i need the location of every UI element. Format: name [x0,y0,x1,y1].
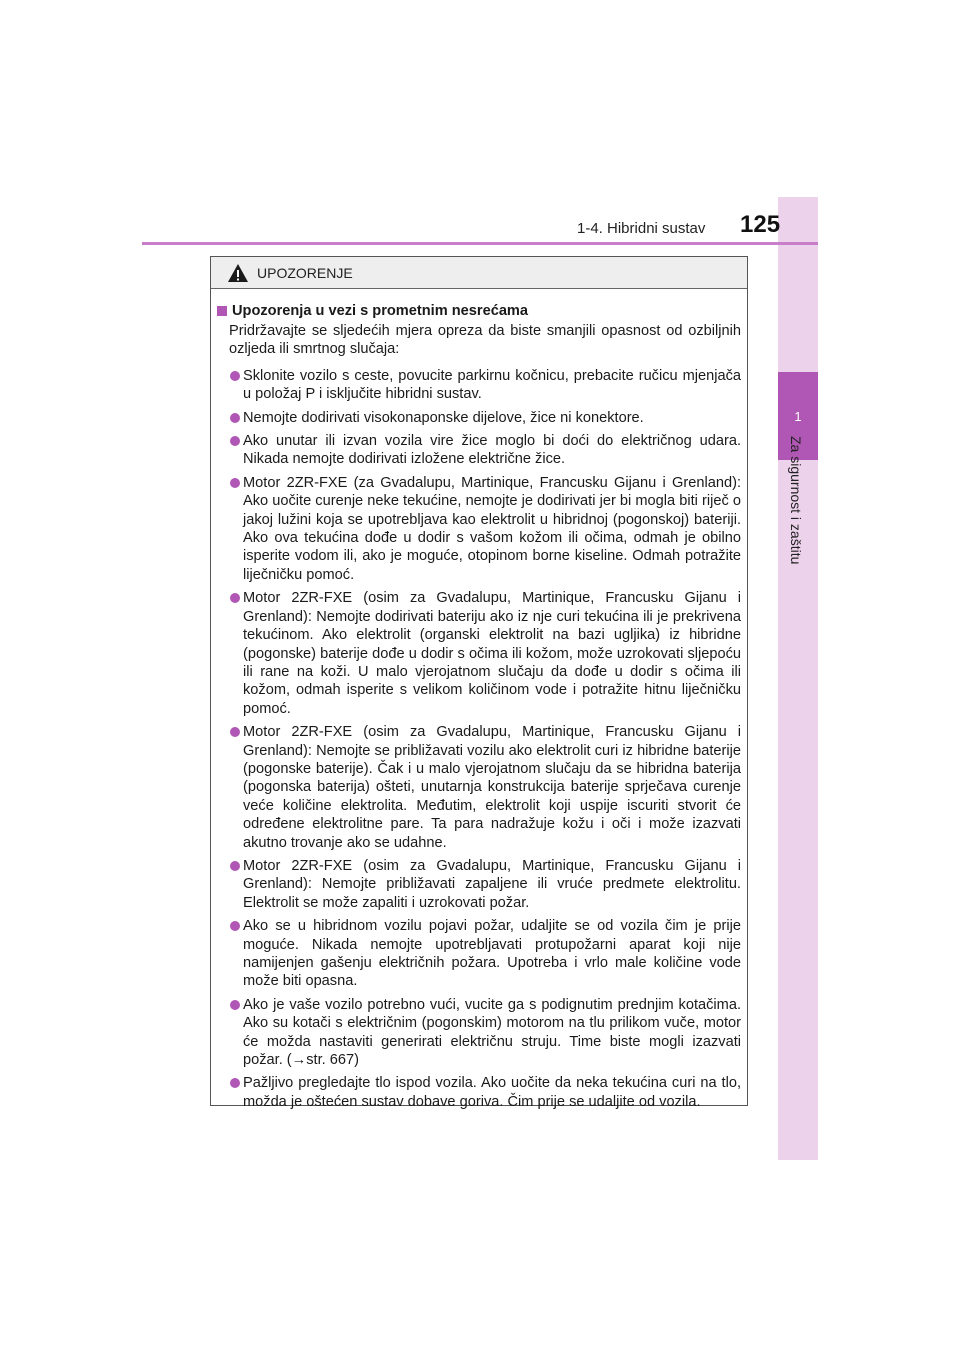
circle-bullet-icon [230,1000,240,1010]
list-item [217,857,741,912]
list-item-text: Motor 2ZR-FXE (osim za Gvadalupu, Martinique, Francusku Gijanu i Grenland): Nemojte dodirivati bateriju ako iz nje curi tekućina ili je prekrivena tekućinom. Ako elektrolit (organski elektrolit na bazi ugljika) iz hibridne (pogonske) baterije dođe u dodir s očima ili kožom, može uzrokovati sljepoću ili rane na koži. U malo vjerojatnom slučaju da dođe u dodir s očima ili kožom, odmah isperite s velikom količinom vode i potražite hitnu liječničku pomoć. [243,590,741,717]
list-item-text: Ako unutar ili izvan vozila vire žice moglo bi doći do električnog udara. Nikada nemojte dodirivati izložene električne žice. [243,433,741,468]
warning-list [217,367,741,1111]
circle-bullet-icon [230,593,240,603]
list-item-text: Pažljivo pregledajte tlo ispod vozila. Ako uočite da neka tekućina curi na tlo, možda je oštećen sustav dobave goriva. Čim prije se udaljite od vozila. [243,1075,741,1110]
circle-bullet-icon [230,478,240,488]
chapter-tab-upper [778,197,818,372]
list-item-text: Ako se u hibridnom vozilu pojavi požar, udaljite se od vozila čim je prije moguće. Nikada nemojte upotrebljavati protupožarni aparat koji nije namijenjen gašenju električnih požara. Upotreba i vrlo male količine vode može biti opasna. [243,918,741,990]
warning-triangle-icon [227,263,249,283]
list-item-text: Sklonite vozilo s ceste, povucite parkirnu kočnicu, prebacite ručicu mjenjača u položaj P i isključite hibridni sustav. [243,367,741,403]
circle-bullet-icon [230,413,240,423]
list-item-text: Motor 2ZR-FXE (osim za Gvadalupu, Martinique, Francusku Gijanu i Grenland): Nemojte približavati zapaljene ili vruće predmete elektrolitu. Elektrolit se može zapaliti i uzrokovati požar. [243,857,741,911]
list-item [217,723,741,852]
chapter-number: 1 [794,408,802,424]
square-bullet-icon [217,306,227,316]
header-rule [142,242,818,245]
list-item [217,996,741,1070]
warning-intro: Pridržavajte se sljedećih mjera opreza da biste smanjili opasnost od ozbiljnih ozljeda ili smrtnog slučaja: [229,323,741,358]
list-item [217,1074,741,1111]
warning-subheading-text: Upozorenja u vezi s prometnim nesrećama [232,303,529,319]
list-item [217,367,741,404]
circle-bullet-icon [230,861,240,871]
list-item-text: Motor 2ZR-FXE (za Gvadalupu, Martinique, Francusku Gijanu i Grenland): Ako uočite curenje neke tekućine, nemojte je dodirivati jer bi mogla biti riječ o jakoj lužini koja se upotrebljava kao elektrolit u hibridnoj (pogonskoj) bateriji. Ako ova tekućina dođe u dodir s vašom kožom ili očima, odmah je obilno isperite vodom ili, ako je moguće, otopinom borne kiseline. Odmah potražite liječničku pomoć. [243,474,741,583]
list-item [217,409,741,427]
warning-box [210,256,748,1110]
circle-bullet-icon [230,371,240,381]
list-item [217,589,741,718]
list-item-text: Motor 2ZR-FXE (osim za Gvadalupu, Martinique, Francusku Gijanu i Grenland): Nemojte se približavati vozilu ako elektrolit curi iz hibridne baterije (pogonske baterije). Čak i u malo vjerojatnom slučaju da se hibridna baterija (pogonska baterija) ošteti, unutarnja konstrukcija baterije sprječava curenje veće količine elektrolita. Međutim, elektrolit koji uspije iscuriti stvorit će određene elektrolitne pare. Ta para nadražuje kožu i oči i može izazvati akutno trovanje ako se udahne. [243,724,741,851]
list-item [217,432,741,469]
circle-bullet-icon [230,436,240,446]
list-item [217,474,741,584]
circle-bullet-icon [230,921,240,931]
circle-bullet-icon [230,727,240,737]
list-item [217,917,741,991]
list-item-text: Ako je vaše vozilo potrebno vući, vucite ga s podignutim prednjim kotačima. Ako su kotači s električnim (pogonskim) motorom na tlu prilikom vuče, motor će možda nastaviti generirati električnu struju. Time biste mogli izazvati požar. (→str. 667) [243,996,741,1069]
warning-label: UPOZORENJE [257,264,353,281]
chapter-tab-lower [778,460,818,1160]
section-title: 1-4. Hibridni sustav [577,220,706,237]
page-number: 125 [740,211,781,238]
list-item-text: Nemojte dodirivati visokonaponske dijelove, žice ni konektore. [243,409,644,426]
chapter-label: Za sigurnost i zaštitu [788,436,804,565]
warning-body [211,289,747,1111]
warning-subheading [217,302,741,320]
circle-bullet-icon [230,1078,240,1088]
warning-header [211,257,747,289]
